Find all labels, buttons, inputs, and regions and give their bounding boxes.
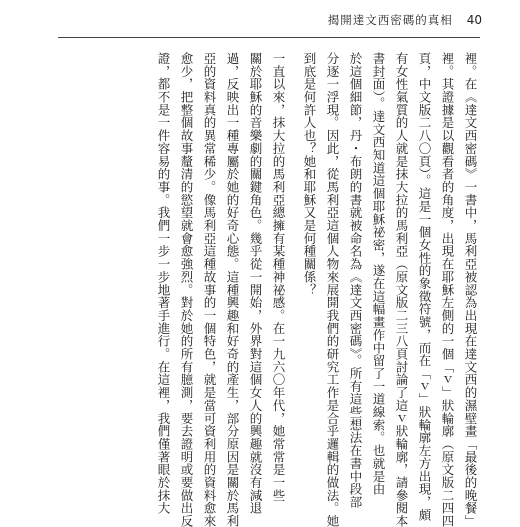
header-rule bbox=[58, 37, 480, 38]
text-column: 書封面）。達文西知道這個耶穌祕密，遂在這幅畫作中留了一道線索。也就是由 bbox=[371, 52, 386, 496]
text-column: 證，都不是一件容易的事。我們一步一步地著手進行。在這裡，我們僅著眼於抹大 bbox=[156, 52, 171, 515]
text-column: 過，反映出一種專屬於她的好奇心態。這種興趣和好奇的產生，部分原因是關於馬利 bbox=[225, 52, 240, 527]
text-column: 有女性氣質的人就是抹大拉的馬利亞（原文版二三八頁討論了這ｖ狀輪廓，請參閱本 bbox=[394, 52, 409, 527]
text-column: 一直以來，抹大拉的馬利亞總擁有某種神祕感。在一九六〇年代，她常常是一些 bbox=[271, 52, 286, 502]
text-column: 裡。其證據是以觀看者的角度，出現在耶穌左側的一個「ｖ」狀輪廓（原文版二四四 bbox=[440, 52, 455, 527]
text-column: 於這個細節，丹・布朗的書就被命名為《達文西密碼》。所有這些想法在書中段部 bbox=[348, 52, 363, 509]
text-column: 到底是何許人也？她和耶穌又是何種關係？ bbox=[302, 52, 317, 297]
text-column: 關於耶穌的音樂劇的關鍵角色。幾乎從一開始，外界對這個女人的興趣就沒有減退 bbox=[248, 52, 263, 515]
text-column: 愈少，把整個故事釐清的慾望就會愈強烈。對於她的所有臆測，要去證明或要做出反 bbox=[179, 52, 194, 527]
body-text bbox=[153, 52, 480, 527]
text-column: 頁，中文版二八〇頁）。這是一個女性的象徵符號，而在「ｖ」狀輪廓左方出現，頗 bbox=[417, 52, 432, 522]
text-column: 裡。在《達文西密碼》一書中，馬利亞被認為出現在達文西的濕壁畫「最後的晚餐」 bbox=[463, 52, 478, 527]
page-number: 40 bbox=[466, 13, 482, 27]
text-column: 亞的資料真的異常稀少。像馬利亞這種故事的一個特色，就是當可資利用的資料愈來 bbox=[202, 52, 217, 527]
text-column: 分逐一浮現。因此，從馬利亞這個人物來展開我們的研究工作是合乎邏輯的做法。她 bbox=[325, 52, 340, 527]
page-header bbox=[328, 12, 482, 28]
running-title: 揭開達文西密碼的真相 bbox=[327, 13, 453, 27]
